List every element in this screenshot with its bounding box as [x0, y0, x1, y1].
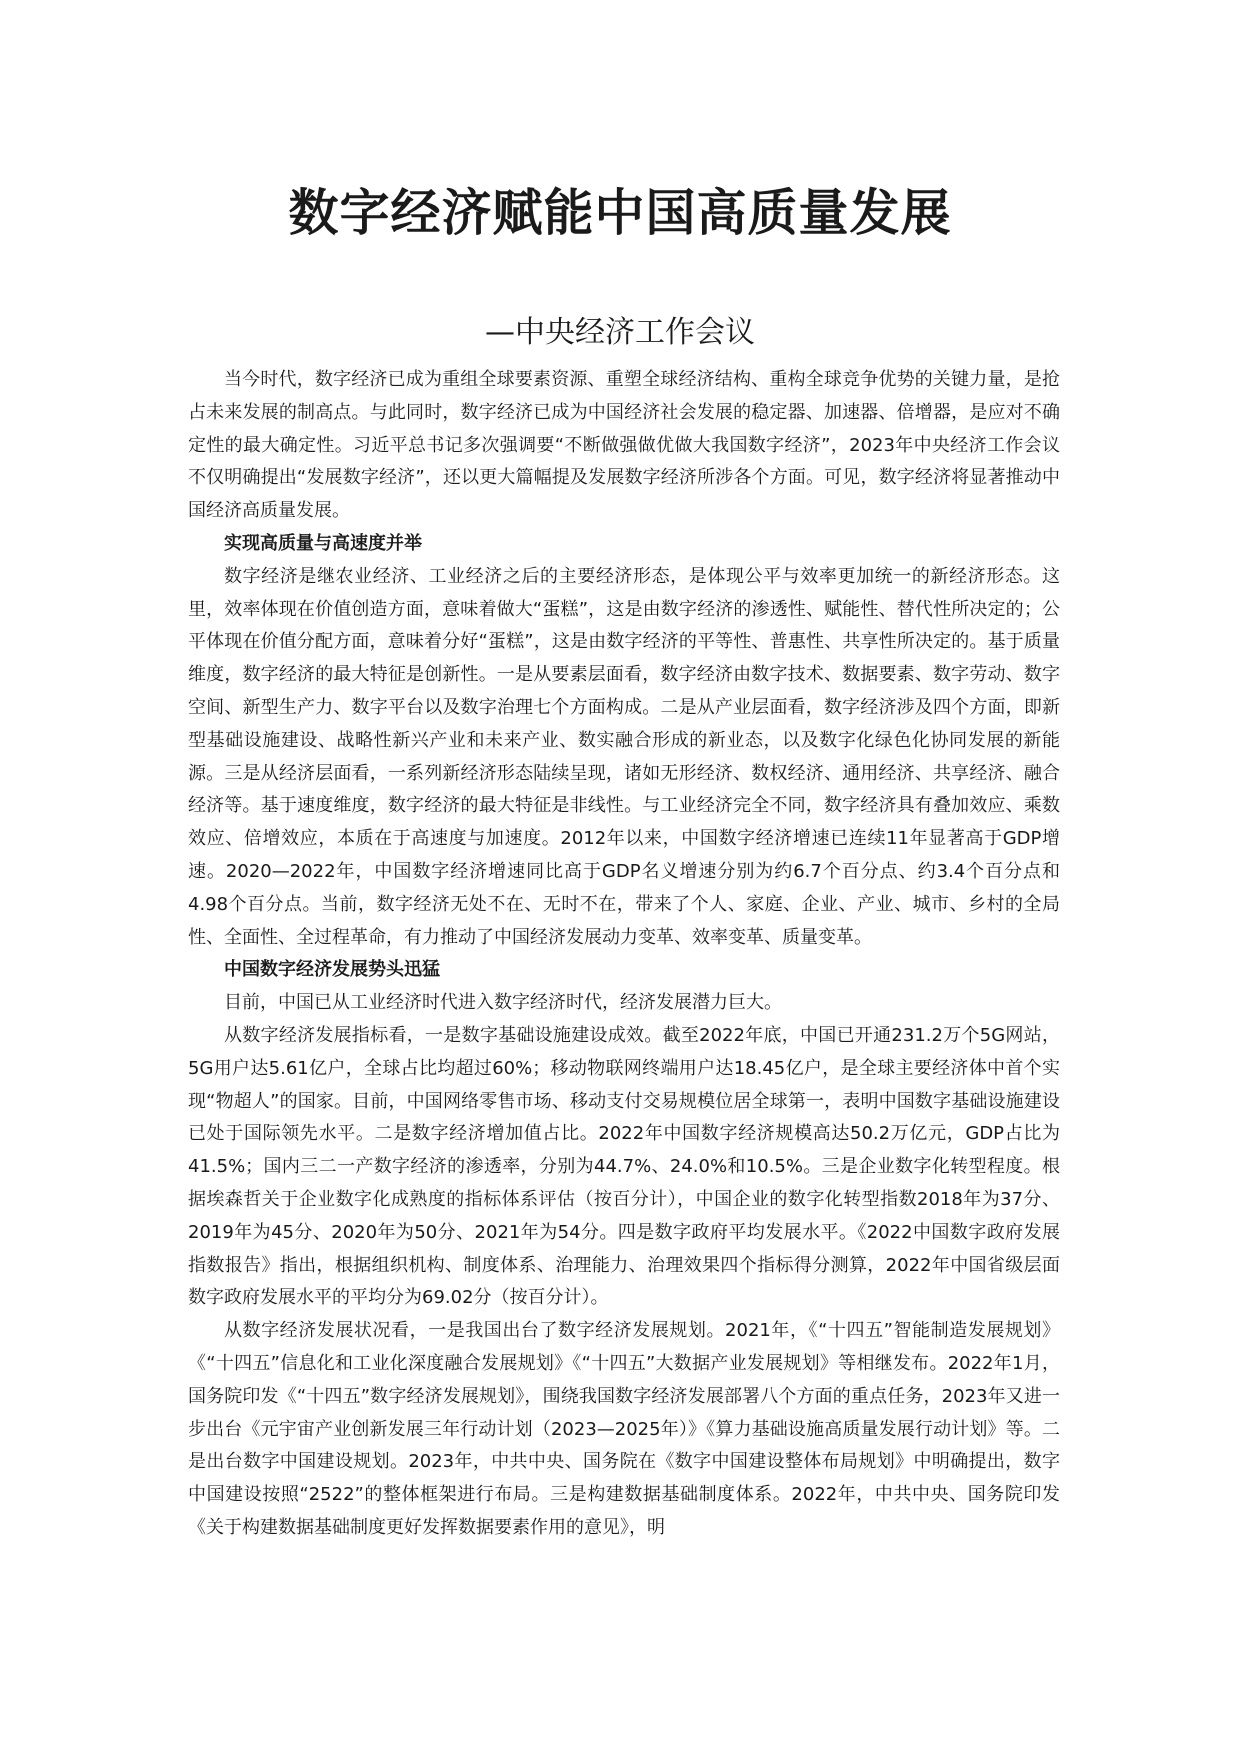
- document-title: 数字经济赋能中国高质量发展: [288, 184, 952, 242]
- paragraph-section-2-intro: 目前，中国已从工业经济时代进入数字经济时代，经济发展潜力巨大。: [224, 992, 782, 1014]
- section-heading-1: 实现高质量与高速度并举: [224, 532, 422, 554]
- paragraph-section-1: 数字经济是继农业经济、工业经济之后的主要经济形态，是体现公平与效率更加统一的新经济形态。这里，效率体现在价值创造方面，意味着做大“蛋糕”，这是由数字经济的渗透性、赋能性、替代性所决定的；公平体现在价值分配方面，意味着分好“蛋糕”，这是由数字经济的平等性、普惠性、共享性所决定的。基于质量维度，数字经济的最大特征是创新性。一是从要素层面看，数字经济由数字技术、数据要素、数字劳动、数字空间、新型生产力、数字平台以及数字治理七个方面构成。二是从产业层面看，数字经济涉及四个方面，即新型基础设施建设、战略性新兴产业和未来产业、数实融合形成的新业态，以及数字化绿色化协同发展的新能源。三是从经济层面看，一系列新经济形态陆续呈现，诸如无形经济、数权经济、通用经济、共享经济、融合经济等。基于速度维度，数字经济的最大特征是非线性。与工业经济完全不同，数字经济具有叠加效应、乘数效应、倍增效应，本质在于高速度与加速度。2012年以来，中国数字经济增速已连续11年显著高于GDP增速。2020—2022年，中国数字经济增速同比高于GDP名义增速分别为约6.7个百分点、约3.4个百分点和4.98个百分点。当前，数字经济无处不在、无时不在，带来了个人、家庭、企业、产业、城市、乡村的全局性、全面性、全过程革命，有力推动了中国经济发展动力变革、效率变革、质量变革。: [188, 565, 1060, 948]
- section-heading-2: 中国数字经济发展势头迅猛: [224, 959, 440, 981]
- document-body: [188, 364, 1060, 1545]
- paragraph-indicators: 从数字经济发展指标看，一是数字基础设施建设成效。截至2022年底，中国已开通231.2万个5G网站，5G用户达5.61亿户，全球占比均超过60%；移动物联网终端用户达18.45亿户，是全球主要经济体中首个实现“物超人”的国家。目前，中国网络零售市场、移动支付交易规模位居全球第一，表明中国数字基础设施建设已处于国际领先水平。二是数字经济增加值占比。2022年中国数字经济规模高达50.2万亿元，GDP占比为41.5%；国内三二一产数字经济的渗透率，分别为44.7%、24.0%和10.5%。三是企业数字化转型程度。根据埃森哲关于企业数字化成熟度的指标体系评估（按百分计），中国企业的数字化转型指数2018年为37分、2019年为45分、2020年为50分、2021年为54分。四是数字政府平均发展水平。《2022中国数字政府发展指数报告》指出，根据组织机构、制度体系、治理能力、治理效果四个指标得分测算，2022年中国省级层面数字政府发展水平的平均分为69.02分（按百分计）。: [188, 1024, 1060, 1309]
- paragraph-status: 从数字经济发展状况看，一是我国出台了数字经济发展规划。2021年，《“十四五”智能制造发展规划》《“十四五”信息化和工业化深度融合发展规划》《“十四五”大数据产业发展规划》等相继发布。2022年1月，国务院印发《“十四五”数字经济发展规划》，围绕我国数字经济发展部署八个方面的重点任务，2023年又进一步出台《元宇宙产业创新发展三年行动计划（2023—2025年）》《算力基础设施高质量发展行动计划》等。二是出台数字中国建设规划。2023年，中共中央、国务院在《数字中国建设整体布局规划》中明确提出，数字中国建设按照“2522”的整体框架进行布局。三是构建数据基础制度体系。2022年，中共中央、国务院印发《关于构建数据基础制度更好发挥数据要素作用的意见》，明: [188, 1320, 1060, 1538]
- paragraph-intro: 当今时代，数字经济已成为重组全球要素资源、重塑全球经济结构、重构全球竞争优势的关键力量，是抢占未来发展的制高点。与此同时，数字经济已成为中国经济社会发展的稳定器、加速器、倍增器，是应对不确定性的最大确定性。习近平总书记多次强调要“不断做强做优做大我国数字经济”，2023年中央经济工作会议不仅明确提出“发展数字经济”，还以更大篇幅提及发展数字经济所涉各个方面。可见，数字经济将显著推动中国经济高质量发展。: [188, 369, 1060, 522]
- document-subtitle: —中央经济工作会议: [485, 315, 755, 350]
